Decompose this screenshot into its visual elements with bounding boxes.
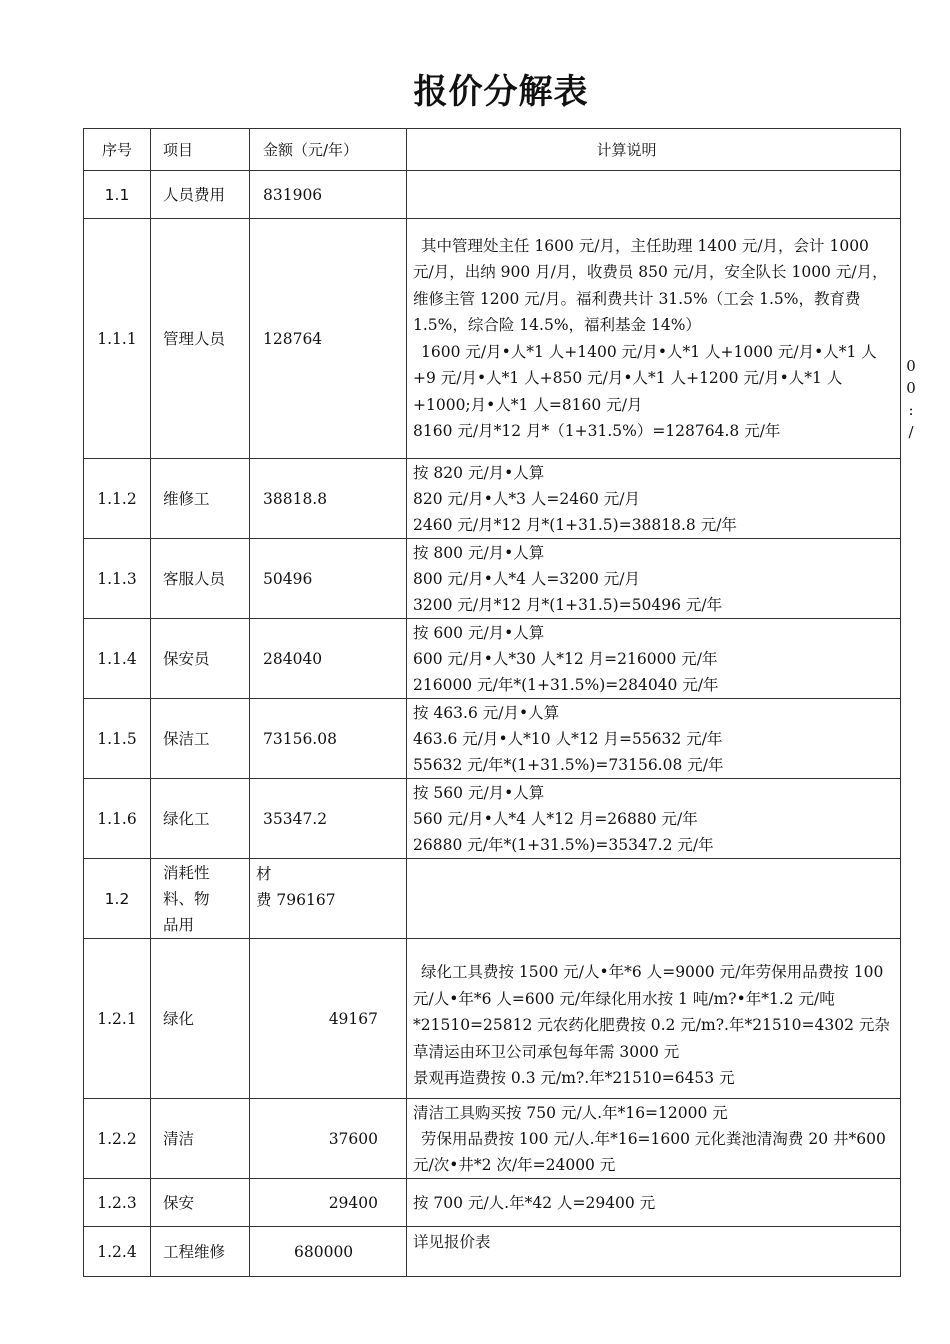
margin-char: 0 — [906, 379, 916, 397]
row-item-line: 料、物 — [163, 889, 210, 908]
row-item-line: 品用 — [163, 915, 195, 934]
row-amount-line: 费 796167 — [256, 891, 336, 909]
row-seq: 1.2.1 — [84, 939, 151, 1099]
header-item: 项目 — [151, 129, 250, 171]
desc-line: 景观再造费按 0.3 元/m?.年*21510=6453 元 — [413, 1069, 735, 1088]
row-seq: 1.1.1 — [84, 219, 151, 459]
margin-char: : — [908, 401, 914, 419]
desc-line: 其中管理处主任 1600 元/月，主任助理 1400 元/月，会计 1000 元/月，出纳 900 月/月，收费员 850 元/月，安全队长 1000 元/月，维修主管 1200 元/月。福利费共计 31.5%（工会 1.5%，教育费 1.5%，综合险 14.5%，福利基金 14%） — [413, 236, 888, 334]
header-desc: 计算说明 — [407, 129, 901, 171]
table-row — [84, 699, 901, 779]
table-row — [84, 1227, 901, 1277]
desc-line: 1600 元/月•人*1 人+1400 元/月•人*1 人+1000 元/月•人*1 人+9 元/月•人*1 人+850 元/月•人*1 人+1200 元/月•人*1 人+1000;月•人*1 人=8160 元/月 — [413, 342, 877, 414]
desc-line: 216000 元/年*(1+31.5%)=284040 元/年 — [413, 675, 719, 694]
desc-line: 劳保用品费按 100 元/人.年*16=1600 元化粪池清淘费 20 井*600 元/次•井*2 次/年=24000 元 — [413, 1129, 886, 1174]
row-seq: 1.1.4 — [84, 619, 151, 699]
row-seq: 1.1.3 — [84, 539, 151, 619]
row-item: 绿化工 — [151, 779, 250, 859]
row-item-text: 客服人员 — [163, 569, 226, 588]
row-seq: 1.1.2 — [84, 459, 151, 539]
desc-line: 按 463.6 元/月•人算 — [413, 703, 560, 722]
table-row — [84, 1099, 901, 1179]
desc-line: 按 700 元/人.年*42 人=29400 元 — [413, 1193, 656, 1212]
row-item — [151, 171, 250, 219]
row-desc — [407, 939, 901, 1099]
row-amount: 35347.2 — [250, 779, 407, 859]
row-item-line: 消耗性 — [163, 863, 210, 882]
desc-line: 按 560 元/月•人算 — [413, 783, 545, 802]
row-desc — [407, 219, 901, 459]
row-desc — [407, 459, 901, 539]
quote-breakdown-table — [83, 128, 901, 1277]
header-seq: 序号 — [84, 129, 151, 171]
desc-line: 800 元/月•人*4 人=3200 元/月 — [413, 569, 640, 588]
header-amount: 金额（元/年） — [250, 129, 407, 171]
table-row — [84, 539, 901, 619]
row-amount — [250, 859, 407, 939]
row-desc — [407, 619, 901, 699]
row-amount: 73156.08 — [250, 699, 407, 779]
margin-char: / — [908, 423, 914, 441]
row-amount-line: 材 — [256, 865, 272, 883]
row-seq: 1.1.6 — [84, 779, 151, 859]
row-desc — [407, 171, 901, 219]
row-item-text: 管理人员 — [163, 329, 226, 348]
table-row — [84, 459, 901, 539]
row-item: 维修工 — [151, 459, 250, 539]
margin-char: 0 — [906, 357, 916, 375]
row-amount: 50496 — [250, 539, 407, 619]
row-seq: 1.2.3 — [84, 1179, 151, 1227]
row-item-text: 人员费用 — [163, 185, 226, 204]
desc-line: 55632 元/年*(1+31.5%)=73156.08 元/年 — [413, 755, 724, 774]
row-item: 绿化 — [151, 939, 250, 1099]
page-title: 报价分解表 — [413, 72, 589, 112]
desc-line: 按 820 元/月•人算 — [413, 463, 545, 482]
row-amount: 37600 — [250, 1099, 407, 1179]
desc-line: 按 600 元/月•人算 — [413, 623, 545, 642]
row-amount: 680000 — [250, 1227, 407, 1277]
row-seq: 1.1 — [84, 171, 151, 219]
desc-line: 2460 元/月*12 月*(1+31.5)=38818.8 元/年 — [413, 515, 737, 534]
table-row — [84, 219, 901, 459]
row-item: 清洁 — [151, 1099, 250, 1179]
desc-line: 820 元/月•人*3 人=2460 元/月 — [413, 489, 640, 508]
desc-line: 绿化工具费按 1500 元/人•年*6 人=9000 元/年劳保用品费按 100 元/人•年*6 人=600 元/年绿化用水按 1 吨/m?•年*1.2 元/吨*21510=25812 元农药化肥费按 0.2 元/m?.年*21510=4302 元杂草清运由环卫公司承包每年需 3000 元 — [413, 963, 890, 1061]
row-amount: 29400 — [250, 1179, 407, 1227]
row-amount: 284040 — [250, 619, 407, 699]
table-row — [84, 939, 901, 1099]
row-desc — [407, 859, 901, 939]
desc-line: 按 800 元/月•人算 — [413, 543, 545, 562]
desc-line: 560 元/月•人*4 人*12 月=26880 元/年 — [413, 809, 698, 828]
row-seq: 1.2 — [84, 859, 151, 939]
row-seq: 1.2.2 — [84, 1099, 151, 1179]
desc-line: 3200 元/月*12 月*(1+31.5)=50496 元/年 — [413, 595, 723, 614]
desc-line: 清洁工具购买按 750 元/人.年*16=12000 元 — [413, 1103, 728, 1122]
desc-line: 600 元/月•人*30 人*12 月=216000 元/年 — [413, 649, 718, 668]
row-amount: 128764 — [250, 219, 407, 459]
row-item: 保安 — [151, 1179, 250, 1227]
row-item — [151, 1227, 250, 1277]
row-amount: 831906 — [250, 171, 407, 219]
row-desc — [407, 699, 901, 779]
table-row — [84, 779, 901, 859]
row-item — [151, 539, 250, 619]
table-row — [84, 859, 901, 939]
desc-line: 463.6 元/月•人*10 人*12 月=55632 元/年 — [413, 729, 723, 748]
desc-line: 8160 元/月*12 月*（1+31.5%）=128764.8 元/年 — [413, 422, 781, 440]
desc-line: 详见报价表 — [413, 1233, 491, 1251]
row-desc — [407, 1227, 901, 1277]
table-header-row — [84, 129, 901, 171]
row-amount: 38818.8 — [250, 459, 407, 539]
row-desc — [407, 1099, 901, 1179]
row-item — [151, 859, 250, 939]
table-row — [84, 619, 901, 699]
row-amount: 49167 — [250, 939, 407, 1099]
desc-line: 26880 元/年*(1+31.5%)=35347.2 元/年 — [413, 835, 714, 854]
table-row — [84, 171, 901, 219]
row-item: 保洁工 — [151, 699, 250, 779]
table-row — [84, 1179, 901, 1227]
row-seq: 1.2.4 — [84, 1227, 151, 1277]
row-desc — [407, 779, 901, 859]
row-desc — [407, 539, 901, 619]
row-seq: 1.1.5 — [84, 699, 151, 779]
margin-note — [905, 355, 917, 443]
row-item: 保安员 — [151, 619, 250, 699]
row-item-text: 工程维修 — [163, 1242, 226, 1261]
row-item — [151, 219, 250, 459]
row-desc — [407, 1179, 901, 1227]
